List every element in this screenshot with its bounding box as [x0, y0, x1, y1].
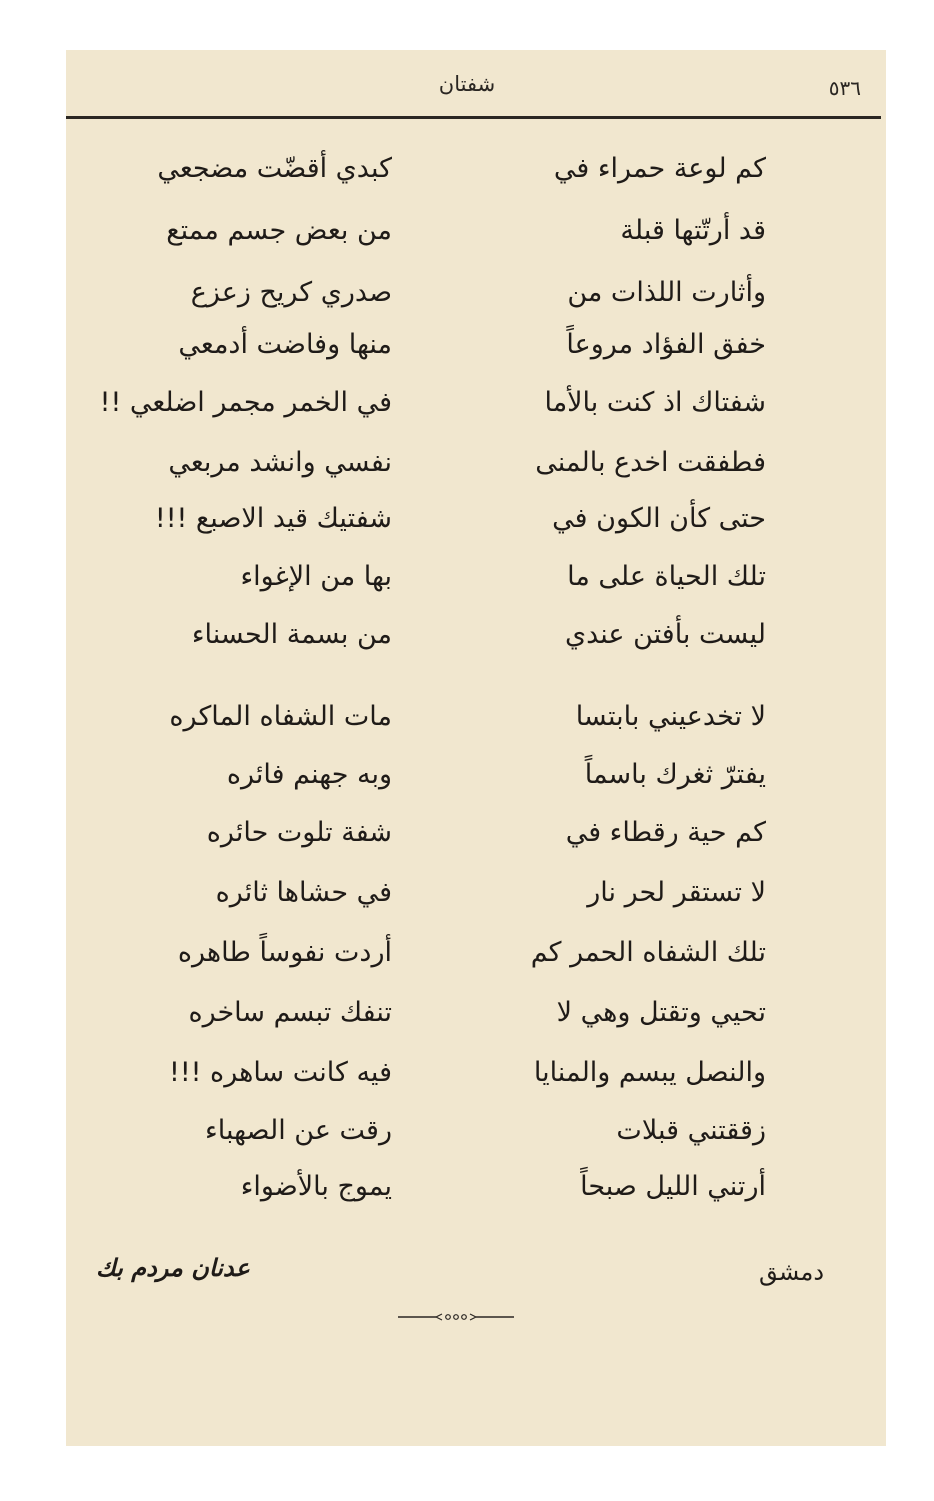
- verse: [0, 1042, 934, 1104]
- second-hemistich: منها وفاضت أدمعي: [178, 329, 392, 360]
- verse: [0, 488, 934, 550]
- verse: [0, 432, 934, 494]
- second-hemistich: شفتيك قيد الاصبع !!!: [154, 503, 392, 534]
- first-hemistich: أرتني الليل صبحاً: [580, 1171, 766, 1202]
- author-signature: عدنان مردم بك: [96, 1254, 250, 1282]
- first-hemistich: وأثارت اللذات من: [567, 277, 766, 308]
- second-hemistich: صدري كريح زعزع: [190, 277, 392, 308]
- verse: [0, 982, 934, 1044]
- verse: [0, 372, 934, 434]
- first-hemistich: شفتاك اذ كنت بالأما: [544, 387, 766, 418]
- verse: [0, 686, 934, 748]
- place-signature: دمشق: [759, 1258, 824, 1286]
- verse: [0, 546, 934, 608]
- first-hemistich: لا تستقر لحر نار: [587, 877, 766, 908]
- second-hemistich: رقت عن الصهباء: [205, 1115, 392, 1146]
- first-hemistich: كم لوعة حمراء في: [553, 153, 766, 184]
- verse: [0, 314, 934, 376]
- second-hemistich: تنفك تبسم ساخره: [188, 997, 392, 1028]
- end-ornament: [396, 1310, 516, 1324]
- second-hemistich: فيه كانت ساهره !!!: [169, 1057, 392, 1088]
- second-hemistich: في الخمر مجمر اضلعي !!: [99, 387, 392, 418]
- verse: [0, 802, 934, 864]
- verse: [0, 1100, 934, 1162]
- second-hemistich: شفة تلوت حائره: [206, 817, 392, 848]
- first-hemistich: لا تخدعيني بابتسا: [575, 701, 766, 732]
- second-hemistich: من بعض جسم ممتع: [166, 215, 392, 246]
- verse: [0, 604, 934, 666]
- second-hemistich: وبه جهنم فائره: [226, 759, 392, 790]
- first-hemistich: يفترّ ثغرك باسماً: [584, 759, 766, 790]
- second-hemistich: يموج بالأضواء: [240, 1171, 392, 1202]
- first-hemistich: زققتني قبلات: [616, 1115, 766, 1146]
- first-hemistich: خفق الفؤاد مروعاً: [566, 329, 766, 360]
- first-hemistich: فطفقت اخدع بالمنى: [535, 447, 766, 478]
- first-hemistich: قد أرتّتها قبلة: [620, 215, 766, 246]
- second-hemistich: نفسي وانشد مربعي: [168, 447, 392, 478]
- second-hemistich: كبدي أقضّت مضجعي: [157, 153, 392, 184]
- header-rule: [66, 116, 881, 119]
- running-title: شفتان: [438, 72, 496, 96]
- first-hemistich: تلك الحياة على ما: [567, 561, 766, 592]
- second-hemistich: مات الشفاه الماكره: [169, 701, 392, 732]
- verse: [0, 1156, 934, 1218]
- verse: [0, 138, 934, 200]
- first-hemistich: كم حية رقطاء في: [565, 817, 766, 848]
- second-hemistich: أردت نفوساً طاهره: [177, 937, 392, 968]
- first-hemistich: ليست بأفتن عندي: [564, 619, 766, 650]
- first-hemistich: تلك الشفاه الحمر كم: [530, 937, 766, 968]
- second-hemistich: من بسمة الحسناء: [191, 619, 392, 650]
- verse: [0, 922, 934, 984]
- page-number: ٥٣٦: [828, 76, 861, 100]
- verse: [0, 862, 934, 924]
- second-hemistich: في حشاها ثائره: [215, 877, 392, 908]
- verse: [0, 200, 934, 262]
- first-hemistich: تحيي وتقتل وهي لا: [556, 997, 766, 1028]
- first-hemistich: والنصل يبسم والمنايا: [533, 1057, 766, 1088]
- first-hemistich: حتى كأن الكون في: [552, 503, 766, 534]
- verse: [0, 744, 934, 806]
- second-hemistich: بها من الإغواء: [240, 561, 392, 592]
